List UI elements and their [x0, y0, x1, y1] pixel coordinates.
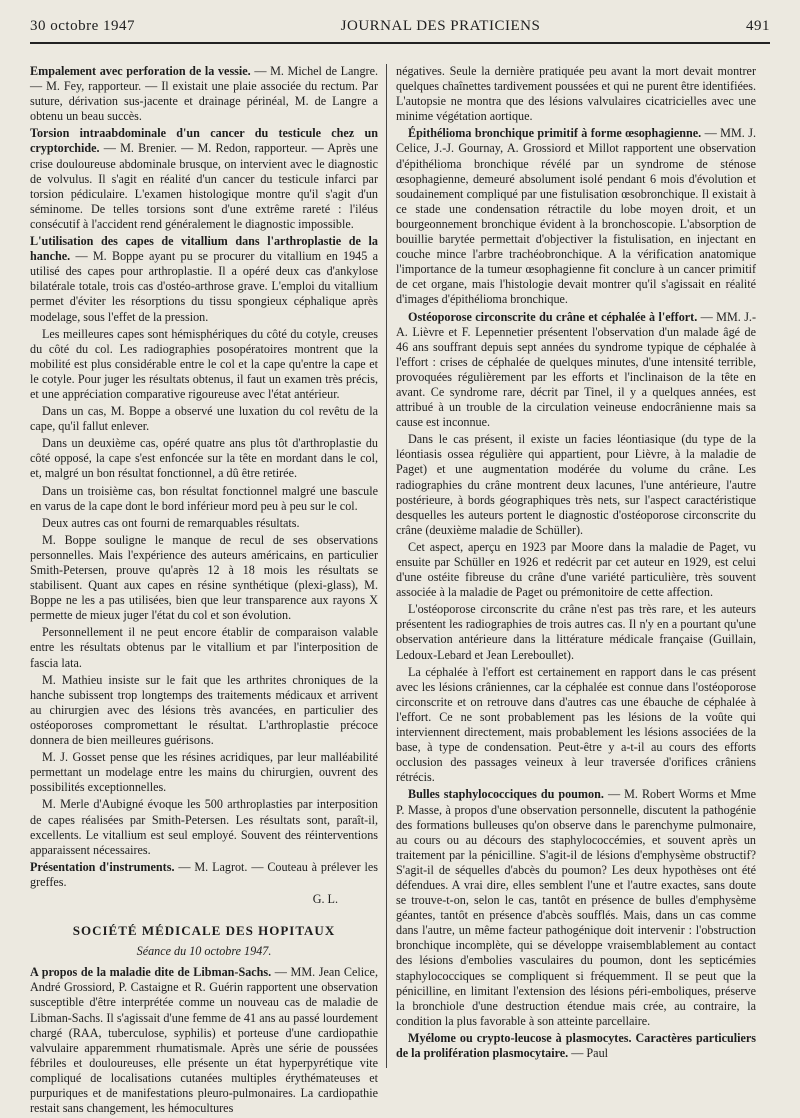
section-date: Séance du 10 octobre 1947.: [136, 944, 272, 959]
paragraph-text: — M. Michel de Langre. — M. Fey, rapporteur. — Il existait une plaie associée du rectum. Par suture, dérivation sus-jacente et drainage périnéal, M. de Langre a obtenu un beau succès.: [30, 64, 378, 124]
paragraph: Dans le cas présent, il existe un facies léontiasique (du type de la léontiasis ossea régulière qui appartient, pour Lièvre, à la maladie de Paget) et une augmentation modérée du volume du crâne. Les radiographies du crâne montrent deux lacunes, l'une antérieure, l'autre postérieure, à bords géographiques très nets, sur l'aspect caractéristique desquelles les auteurs portent le diagnostic d'ostéoporose circonscrite du crâne (deuxième maladie de Schüller).: [396, 432, 756, 537]
article-heading: A propos de la maladie dite de Libman-Sachs.: [30, 965, 272, 980]
header-rule: [30, 42, 770, 44]
header-date: 30 octobre 1947: [30, 18, 135, 34]
paragraph-text: — M. Lagrot. — Couteau à prélever les greffes.: [30, 859, 379, 889]
paragraph: [30, 126, 378, 232]
left-column: [30, 64, 378, 1118]
paragraph: Deux autres cas ont fourni de remarquables résultats.: [42, 515, 300, 530]
paragraph: [30, 860, 378, 890]
paragraph: [396, 1031, 756, 1061]
paragraph: M. Mathieu insiste sur le fait que les arthrites chroniques de la hanche subissent trop longtemps des traitements médicaux et arrivent au chirurgien avec des lésions très avancées, en particulier des ostéoporoses compromettant le résultat. L'arthroplastie précoce donnera de bien meilleures guérisons.: [30, 672, 378, 748]
paragraph: Dans un deuxième cas, opéré quatre ans plus tôt d'arthroplastie du côté opposé, la cape s'est enfoncée sur la tête en mordant dans le col, et, malgré un bon résultat fonctionnel, a dû être retirée.: [30, 436, 378, 481]
paragraph-text: — M. Robert Worms et Mme P. Masse, à propos d'une observation personnelle, discutent la pathogénie des formations bulleuses qu'on observe dans le parenchyme pulmonaire, au cours ou au décours des staphylococcémies, et souvent après un traitement par la pénicilline. S'agit-il de lésions d'emphysème obstructif? S'agit-il de séquelles d'abcès du poumon? Les deux hypothèses ont été défendues. A vrai dire, elles semblent l'une et l'autre exactes, sans doute se trouve-t-on, selon le cas, tantôt en présence de bulles d'emphysème géantes, tantôt en présence d'abcès soufflés. Mais, dans un cas comme dans l'autre, un même facteur pathogénique doit intervenir : l'obstruction bronchique incomplète, qui se développe vraisemblablement au contact des lésions d'embolies vasculaires du poumon, dont les septicémies staphylococciques se compliquent si fréquemment. Il se peut que la pénicilline, en limitant l'extension des lésions péri-emboliques, préserve la bronchiole d'une destruction étendue mais crée, au contraire, la condition la plus favorable à son atteinte parcellaire.: [396, 787, 756, 1028]
paragraph: [30, 64, 378, 124]
paragraph: M. Boppe souligne le manque de recul de ses observations personnelles. Mais l'expérience des auteurs américains, en particulier Smith-Petersen, prouve qu'après 12 à 18 mois les résultats se stabilisent. Quant aux capes en résine synthétique (plexi-glass), M. Boppe ne les a pas utilisées, bien que leur transparence aux rayons X permette de mieux juger l'état du col et son évolution.: [30, 532, 378, 623]
paragraph: [396, 787, 756, 1029]
paragraph-text: — Paul: [571, 1046, 609, 1060]
paragraph: négatives. Seule la dernière pratiquée peu avant la mort devait montrer quelques chaînettes tardivement poussées et qui ne purent être identifiées. L'autopsie ne montra que des lésions valvulaires cicatricielles avec une minime végétation aortique.: [396, 64, 756, 124]
paragraph: Cet aspect, aperçu en 1923 par Moore dans la maladie de Paget, vu ensuite par Schüller en 1926 et redécrit par cet auteur en 1929, est celui d'une ostéite fibreuse du crâne d'une variété particulière, très souvent associée à la maladie de Paget ou prémonitoire de cette affection.: [396, 539, 756, 600]
paragraph-text: — M. Brenier. — M. Redon, rapporteur. — Après une crise douloureuse abdominale brusque, on intervient avec le diagnostic de volvulus. Il s'agit en réalité d'un cancer du testicule infarci par torsion pédiculaire. L'examen histologique montre qu'il s'agit d'un séminome. De telles torsions sont d'une extrême rareté : l'iléus consécutif à l'accident rend généralement le diagnostic impossible.: [30, 141, 378, 231]
article-heading: Épithélioma bronchique primitif à forme œsophagienne.: [408, 126, 702, 141]
header-page-number: 491: [746, 18, 770, 34]
header-journal-title: JOURNAL DES PRATICIENS: [340, 18, 541, 34]
paragraph: Personnellement il ne peut encore établir de comparaison valable entre les résultats obtenus par le vitallium et par l'interposition de fascia lata.: [30, 625, 378, 670]
paragraph: La céphalée à l'effort est certainement en rapport dans le cas présent avec les lésions crâniennes, car la céphalée est connue dans l'ostéoporose circonscrite et on retrouve dans d'autres cas une ébauche de céphalée à l'effort. Ce ne sont probablement pas les lésions de la voûte qui interviennent directement, mais probablement les lésions associées de la base, à type de condensation. Peut-être y a-t-il au cours des efforts occlusion des passages veineux à leur traversée d'orifices crâniens rétrécis.: [396, 664, 756, 785]
column-divider: [386, 64, 387, 1068]
paragraph-text: — MM. Jean Celice, André Grossiord, P. Castaigne et R. Guérin rapportent une observation susceptible d'être interprétée comme un nouveau cas de maladie de Libman-Sachs. Il s'agissait d'une femme de 41 ans au passé lourdement chargé (RAA, tuberculose, syphilis) et porteuse d'une cardiopathie valvulaire apparemment rhumatismale. Après une série de poussées fébriles et douloureuses, elle présente un état hyperpyrétique vite compliqué de localisations cutanées multiples érythémateuses et purpuriques et de manifestations pleuro-pulmonaires. La cardiopathie restait sans changement, les hémocultures: [30, 965, 378, 1116]
section-title: SOCIÉTÉ MÉDICALE DES HOPITAUX: [72, 923, 336, 939]
paragraph: [396, 126, 756, 307]
paragraph: M. Merle d'Aubigné évoque les 500 arthroplasties par interposition de capes réalisées par Smith-Petersen. Les résultats sont, paraît-il, excellents. Le vitallium est seul employé. Souvent des réinterventions apparaissent nécessaires.: [30, 797, 378, 857]
paragraph-text: — M. Boppe ayant pu se procurer du vitallium en 1945 a utilisé des capes pour arthroplastie. Il a opéré deux cas d'ankylose bilatérale totale, trois cas d'ostéo-arthrose grave. L'emploi du vitallium permet d'éviter les résorptions du tissu spongieux céphalique après modelage, sous l'effet de la pression.: [30, 249, 378, 324]
paragraph: Dans un troisième cas, bon résultat fonctionnel malgré une bascule en varus de la cape dont le bord inférieur mord peu à peu sur le col.: [30, 483, 378, 513]
running-header: [30, 18, 770, 40]
paragraph: Les meilleures capes sont hémisphériques du côté du cotyle, creuses du côté du col. Les radiographies posopératoires montrent que la mobilité est plus considérable entre le col et la cape qu'entre la cape et le cotyle. Pour juger les résultats obtenus, il faut un examen très précis, et une appréciation comparative rigoureuse avec l'état antérieur.: [30, 326, 378, 401]
paragraph: Dans un cas, M. Boppe a observé une luxation du col revêtu de la cape, qu'il fallut enlever.: [30, 404, 378, 434]
paragraph: [30, 965, 378, 1116]
right-column: [396, 64, 756, 1063]
paragraph: [30, 234, 378, 325]
paragraph: [396, 310, 756, 431]
paragraph-text: — MM. J.-A. Lièvre et F. Lepennetier présentent l'observation d'un malade âgé de 46 ans souffrant depuis sept années du syndrome typique de céphalée à l'effort : crises de céphalée de quelques minutes, d'une intensité terrible, provoquées régulièrement par les efforts et l'inclinaison de la tête en avant. Ce syndrome rare, décrit par Tinel, il y a quelques années, est attribué à un trouble de la circulation veineuse endocrânienne mais sa cause est inconnue.: [396, 309, 756, 430]
paragraph: M. J. Gosset pense que les résines acridiques, par leur malléabilité permettant un modelage entre les mains du chirurgien, ouvrent des possibilités exceptionnelles.: [30, 750, 378, 795]
article-heading: Ostéoporose circonscrite du crâne et céphalée à l'effort.: [408, 309, 698, 324]
signature: G. L.: [312, 891, 338, 906]
article-heading: L'utilisation des capes de vitallium dans l'arthroplastie de la hanche.: [30, 234, 378, 264]
paragraph: L'ostéoporose circonscrite du crâne n'est pas très rare, et les auteurs présentent les radiographies de trois autres cas. Il n'y en a pourtant qu'une observation antérieure dans la littérature médicale française (Guillain, Ledoux-Lebard et Jean Lereboullet).: [396, 602, 756, 662]
article-heading: Bulles staphylococciques du poumon.: [408, 787, 604, 802]
article-heading: Empalement avec perforation de la vessie.: [30, 64, 251, 78]
paragraph-text: — MM. J. Celice, J.-J. Gournay, A. Grossiord et Millot rapportent une observation d'épithélioma bronchique révélé par un syndrome de sténose œsophagienne, demeuré absolument isolé pendant 6 mois d'évolution et soudainement compliqué par une fistulisation œsobronchique. Il existait à ce stade une condensation rétractile du lobe moyen droit, et un bourgeonnement bronchique évident à la bronchoscopie. L'absorption de bouillie barytée permettait d'objectiver la fistulisation, en injectant en couche mince l'arbre trachéobronchique. A la vérification anatomique l'importance de la tumeur œsophagienne fit conclure à un cancer primitif de cet organe, mais l'histologie devait montrer qu'il s'agissait en réalité d'images d'épithélioma bronchique.: [396, 126, 756, 307]
article-heading: Torsion intraabdominale d'un cancer du testicule chez un cryptorchide.: [30, 126, 378, 156]
article-heading: Présentation d'instruments.: [30, 859, 175, 874]
article-heading: Myélome ou crypto-leucose à plasmocytes. Caractères particuliers de la prolifération plasmocytaire.: [396, 1030, 756, 1060]
